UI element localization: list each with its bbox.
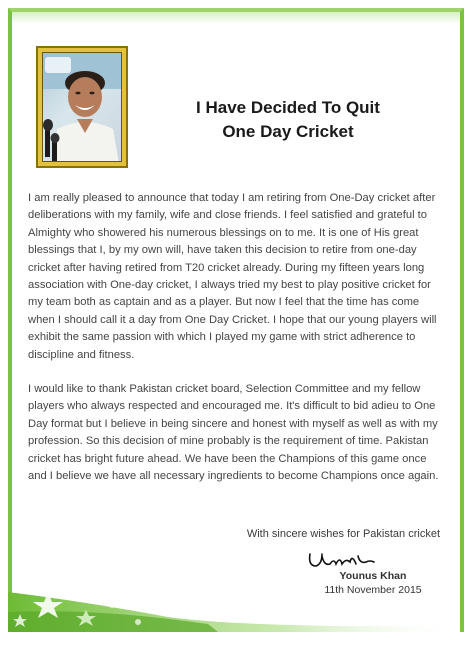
closing-line: With sincere wishes for Pakistan cricket — [246, 528, 440, 540]
portrait-frame — [36, 46, 128, 168]
letter-page — [8, 8, 464, 632]
title-line-1: I Have Decided To Quit — [196, 98, 380, 117]
title-line-2: One Day Cricket — [222, 122, 354, 141]
signatory-name: Younus Khan — [339, 570, 407, 582]
paragraph: I am really pleased to announce that today I am retiring from One-Day cricket after deliberations with my family, wife and close friends. I feel satisfied and grateful to Almighty who showered his numerous blessings on to me. It is one of His great blessings that I, by my own will, have taken this decision to retire from one-day cricket after having retired from T20 cricket already. During my fifteen years long association with One-day cricket, I always tried my best to play positive cricket for my team both as captain and as a player. But now I feel that the time has come when I should call it a day from One Day Cricket. I hope that our young players will exhibit the same passion with which I played my game with strict adherence to discipline and fitness. — [28, 192, 437, 361]
paragraph: I would like to thank Pakistan cricket board, Selection Committee and my fellow players who always respected and encouraged me. It's difficult to bid adieu to One Day format but I believe in being sincere and honest with myself as well as with my profession. So this decision of mine probably is the requirement of time. Pakistan cricket has bright future ahead. We have been the Champions of this game once and I believe we have all necessary ingredients to become Champions once again. — [28, 383, 439, 483]
decorative-footer-art — [8, 562, 464, 632]
portrait-photo — [42, 52, 122, 162]
letter-body — [28, 190, 448, 503]
letter-date: 11th November 2015 — [324, 584, 422, 596]
letter-title — [168, 96, 408, 144]
